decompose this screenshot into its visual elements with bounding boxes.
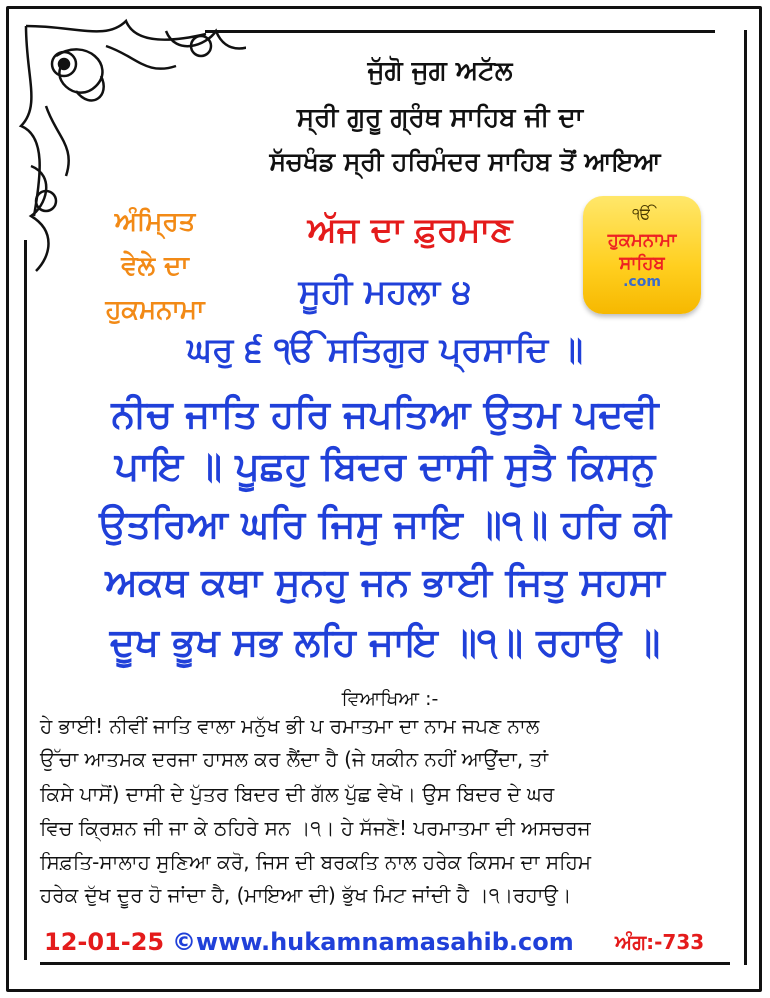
- footer-date: 12-01-25: [44, 928, 165, 956]
- logo-line-3: .com: [623, 274, 661, 290]
- right-rule: [744, 30, 747, 965]
- amrit-line-1: ਅੰਮ੍ਰਿਤ: [114, 207, 196, 237]
- ik-onkar-icon: ੴ: [632, 204, 652, 223]
- gurbani-line-6: ਅਕਥ ਕਥਾ ਸੁਨਹੁ ਜਨ ਭਾਈ ਜਿਤੁ ਸਹਸਾ: [105, 560, 665, 604]
- explanation-line-6: ਹਰੇਕ ਦੁੱਖ ਦੂਰ ਹੋ ਜਾਂਦਾ ਹੈ, (ਮਾਇਆ ਦੀ) ਭੁੱਖ ਮਿਟ ਜਾਂਦੀ ਹੈ ।੧।ਰਹਾਉ।: [40, 883, 572, 907]
- amrit-line-2: ਵੇਲੇ ਦਾ: [121, 251, 189, 281]
- left-rule: [24, 240, 27, 960]
- amrit-line-3: ਹੁਕਮਨਾਮਾ: [105, 295, 205, 325]
- explanation-line-1: ਹੇ ਭਾਈ! ਨੀਵੀਂ ਜਾਤਿ ਵਾਲਾ ਮਨੁੱਖ ਭੀ ਪ ਰਮਾਤਮਾ ਦਾ ਨਾਮ ਜਪਣ ਨਾਲ: [40, 714, 540, 738]
- vyakhya-heading: ਵਿਆਖਿਆ :-: [341, 688, 439, 710]
- gurbani-line-1: ਸੂਹੀ ਮਹਲਾ ੪: [298, 272, 472, 312]
- explanation-line-4: ਵਿਚ ਕ੍ਰਿਸ਼ਨ ਜੀ ਜਾ ਕੇ ਠਹਿਰੇ ਸਨ ।੧। ਹੇ ਸੱਜਣੋ! ਪਰਮਾਤਮਾ ਦੀ ਅਸਚਰਜ: [40, 816, 591, 840]
- header-line-1: ਜੁੱਗੋ ਜੁਗ ਅਟੱਲ: [367, 56, 513, 86]
- footer-ang-number: ਅੰਗ:-733: [615, 930, 705, 954]
- footer-website-link[interactable]: ©www.hukamnamasahib.com: [172, 928, 574, 956]
- explanation-line-5: ਸਿਫ਼ਤਿ-ਸਾਲਾਹ ਸੁਣਿਆ ਕਰੋ, ਜਿਸ ਦੀ ਬਰਕਤਿ ਨਾਲ ਹਰੇਕ ਕਿਸਮ ਦਾ ਸਹਿਮ: [40, 850, 592, 874]
- gurbani-line-7: ਦੂਖ ਭੂਖ ਸਭ ਲਹਿ ਜਾਇ ॥੧॥ ਰਹਾਉ ॥: [109, 620, 661, 664]
- amrit-vele-label: [80, 200, 230, 332]
- page-title: ਅੱਜ ਦਾ ਫ਼ੁਰਮਾਣ: [307, 210, 513, 250]
- logo-line-1: ਹੁਕਮਨਾਮਾ: [607, 230, 677, 251]
- header-line-3: ਸੱਚਖੰਡ ਸ੍ਰੀ ਹਰਿਮੰਦਰ ਸਾਹਿਬ ਤੋਂ ਆਇਆ: [269, 147, 661, 176]
- gurbani-line-4: ਪਾਇ ॥ ਪੂਛਹੁ ਬਿਦਰ ਦਾਸੀ ਸੁਤੈ ਕਿਸਨੁ: [114, 444, 656, 488]
- top-rule: [205, 30, 715, 33]
- gurbani-line-2: ਘਰੁ ੬ ੴ ਸਤਿਗੁਰ ਪ੍ਰਸਾਦਿ ॥: [186, 330, 584, 370]
- explanation-line-3: ਕਿਸੇ ਪਾਸੋਂ) ਦਾਸੀ ਦੇ ਪੁੱਤਰ ਬਿਦਰ ਦੀ ਗੱਲ ਪੁੱਛ ਵੇਖੋ। ਉਸ ਬਿਦਰ ਦੇ ਘਰ: [40, 782, 555, 806]
- gurbani-line-5: ਉਤਰਿਆ ਘਰਿ ਜਿਸੁ ਜਾਇ ॥੧॥ ਹਰਿ ਕੀ: [99, 502, 671, 546]
- bottom-rule: [40, 962, 730, 965]
- explanation-line-2: ਉੱਚਾ ਆਤਮਕ ਦਰਜਾ ਹਾਸਲ ਕਰ ਲੈਂਦਾ ਹੈ (ਜੇ ਯਕੀਨ ਨਹੀਂ ਆਉਂਦਾ, ਤਾਂ: [40, 747, 549, 771]
- header-line-2: ਸ੍ਰੀ ਗੁਰੂ ਗ੍ਰੰਥ ਸਾਹਿਬ ਜੀ ਦਾ: [296, 103, 584, 133]
- gurbani-line-3: ਨੀਚ ਜਾਤਿ ਹਰਿ ਜਪਤਿਆ ਉਤਮ ਪਦਵੀ: [111, 392, 659, 436]
- logo-line-2: ਸਾਹਿਬ: [619, 253, 665, 274]
